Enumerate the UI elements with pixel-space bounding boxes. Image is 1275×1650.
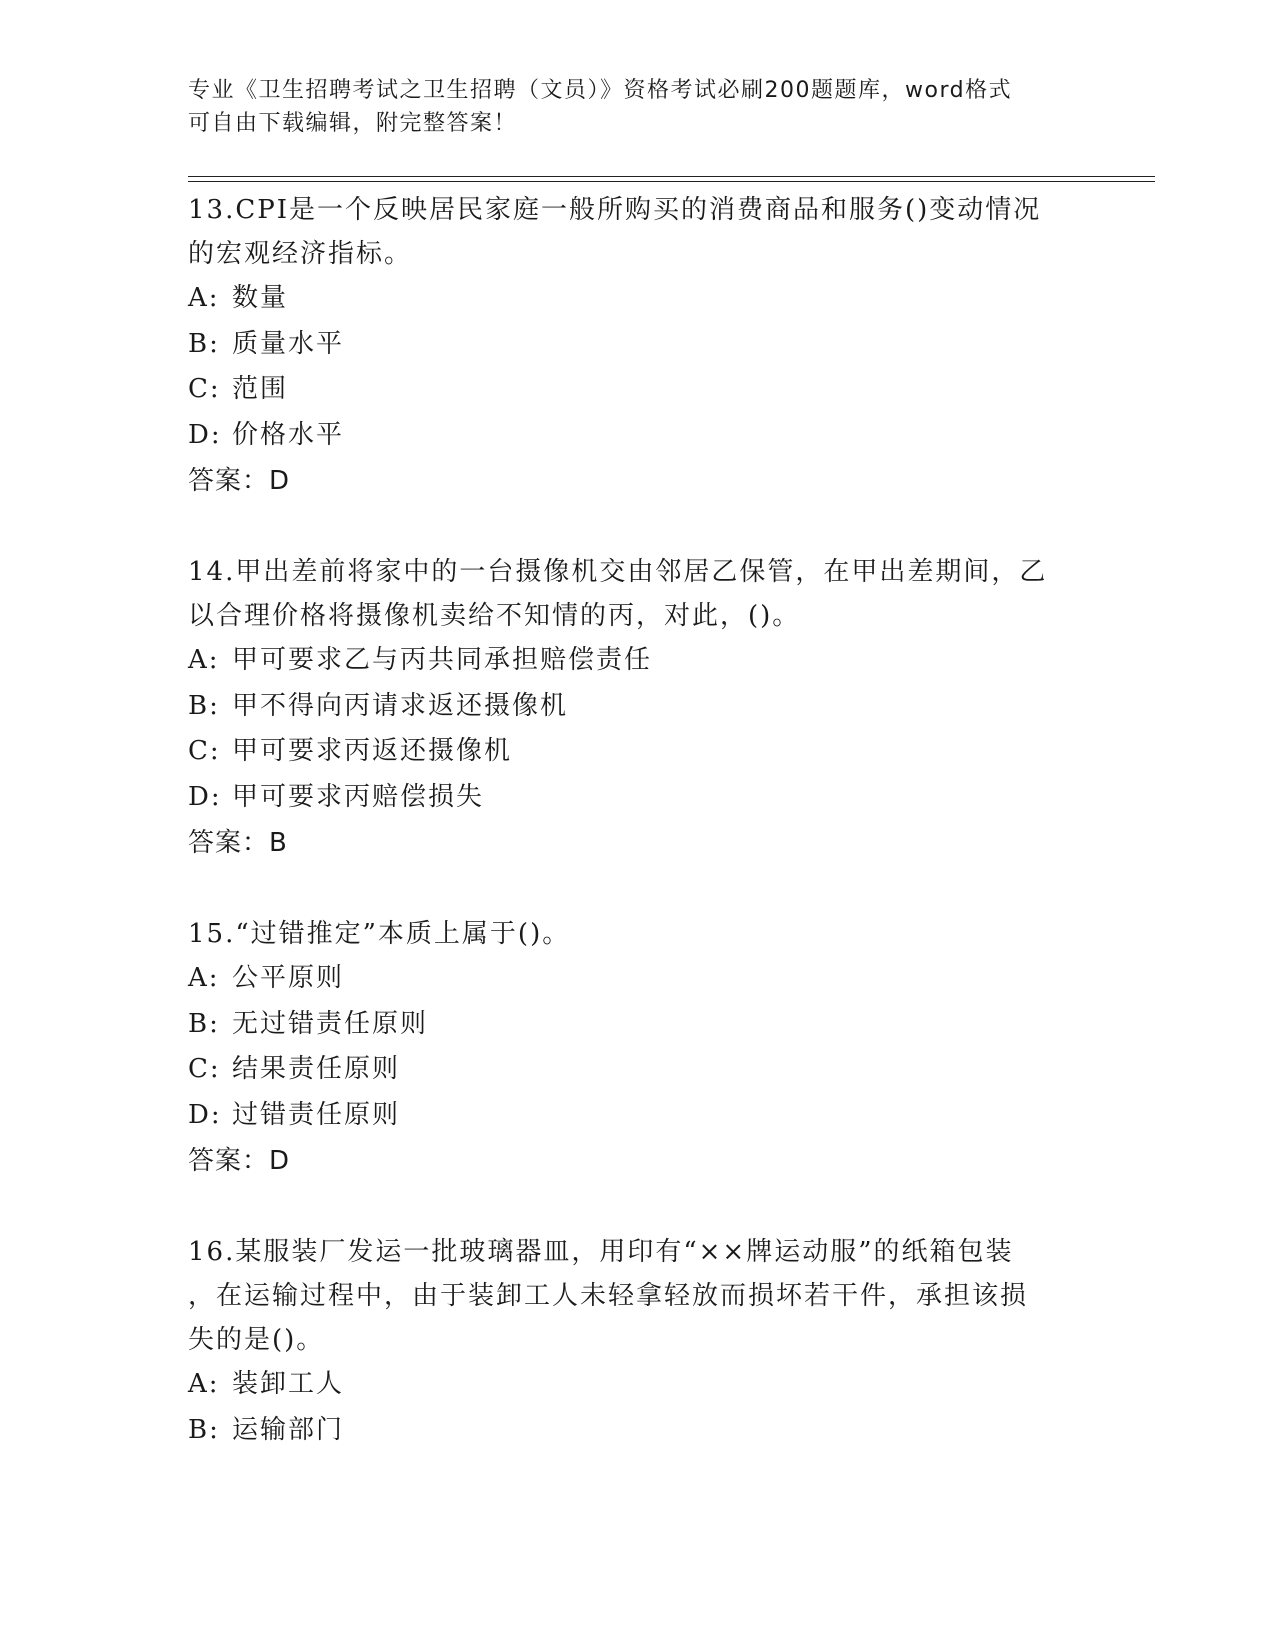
option-c bbox=[188, 367, 1088, 413]
option-letter: C: bbox=[188, 374, 221, 404]
option-letter: D: bbox=[188, 419, 222, 450]
answer-line: 答案：B bbox=[188, 828, 288, 858]
option-text: 范围 bbox=[232, 374, 289, 404]
question-stem-line: 14.甲出差前将家中的一台摄像机交由邻居乙保管，在甲出差期间，乙 bbox=[188, 557, 1048, 587]
question-13 bbox=[188, 188, 1088, 504]
question-15 bbox=[188, 912, 1088, 1184]
option-letter: D: bbox=[188, 781, 222, 812]
option-letter: B: bbox=[188, 1008, 220, 1039]
option-letter: A: bbox=[188, 283, 220, 313]
option-letter: A: bbox=[188, 1369, 220, 1399]
option-text: 价格水平 bbox=[232, 419, 345, 450]
option-d bbox=[188, 413, 1088, 459]
answer-line: 答案：D bbox=[188, 1146, 291, 1176]
header-divider-bottom bbox=[188, 181, 1155, 182]
option-letter: C: bbox=[188, 1054, 221, 1084]
document-header bbox=[188, 74, 1088, 140]
option-text: 运输部门 bbox=[232, 1414, 345, 1445]
option-text: 甲可要求乙与丙共同承担赔偿责任 bbox=[232, 645, 653, 675]
question-stem-line: 15.“过错推定”本质上属于()。 bbox=[188, 919, 571, 949]
option-text: 甲可要求丙赔偿损失 bbox=[232, 781, 485, 812]
question-14 bbox=[188, 550, 1088, 866]
option-a bbox=[188, 276, 1088, 322]
option-d bbox=[188, 775, 1088, 821]
question-stem-line: 失的是()。 bbox=[188, 1325, 325, 1355]
option-text: 甲可要求丙返还摄像机 bbox=[232, 736, 513, 766]
option-letter: A: bbox=[188, 645, 220, 675]
answer-line: 答案：D bbox=[188, 466, 291, 496]
option-letter: A: bbox=[188, 963, 220, 993]
question-16 bbox=[188, 1230, 1088, 1453]
header-title-line-1: 专业《卫生招聘考试之卫生招聘（文员）》资格考试必刷200题题库，word格式 bbox=[188, 78, 1013, 103]
question-stem-line: 的宏观经济指标。 bbox=[188, 239, 413, 269]
header-title-line-2: 可自由下载编辑，附完整答案！ bbox=[188, 111, 518, 136]
question-stem-line: 13.CPI是一个反映居民家庭一般所购买的消费商品和服务()变动情况 bbox=[188, 195, 1042, 225]
option-b bbox=[188, 322, 1088, 368]
option-a bbox=[188, 1362, 1088, 1408]
option-b bbox=[188, 1002, 1088, 1048]
question-stem-line: 以合理价格将摄像机卖给不知情的丙，对此，()。 bbox=[188, 601, 801, 631]
option-text: 公平原则 bbox=[232, 963, 345, 993]
option-c bbox=[188, 729, 1088, 775]
option-text: 装卸工人 bbox=[232, 1369, 345, 1399]
option-letter: B: bbox=[188, 1414, 220, 1445]
option-text: 无过错责任原则 bbox=[232, 1008, 429, 1039]
option-c bbox=[188, 1047, 1088, 1093]
option-d bbox=[188, 1093, 1088, 1139]
option-letter: B: bbox=[188, 328, 220, 359]
question-stem-line: ，在运输过程中，由于装卸工人未轻拿轻放而损坏若干件，承担该损 bbox=[188, 1281, 1029, 1311]
option-text: 过错责任原则 bbox=[232, 1099, 401, 1130]
question-list bbox=[188, 188, 1088, 1499]
option-text: 结果责任原则 bbox=[232, 1054, 401, 1084]
header-divider-top bbox=[188, 176, 1155, 177]
option-a bbox=[188, 956, 1088, 1002]
option-letter: C: bbox=[188, 736, 221, 766]
option-text: 数量 bbox=[232, 283, 289, 313]
option-letter: B: bbox=[188, 690, 220, 721]
question-stem-line: 16.某服装厂发运一批玻璃器皿，用印有“××牌运动服”的纸箱包装 bbox=[188, 1237, 1014, 1267]
option-b bbox=[188, 1408, 1088, 1454]
option-text: 质量水平 bbox=[232, 328, 345, 359]
option-text: 甲不得向丙请求返还摄像机 bbox=[232, 690, 569, 721]
option-b bbox=[188, 684, 1088, 730]
option-letter: D: bbox=[188, 1099, 222, 1130]
option-a bbox=[188, 638, 1088, 684]
